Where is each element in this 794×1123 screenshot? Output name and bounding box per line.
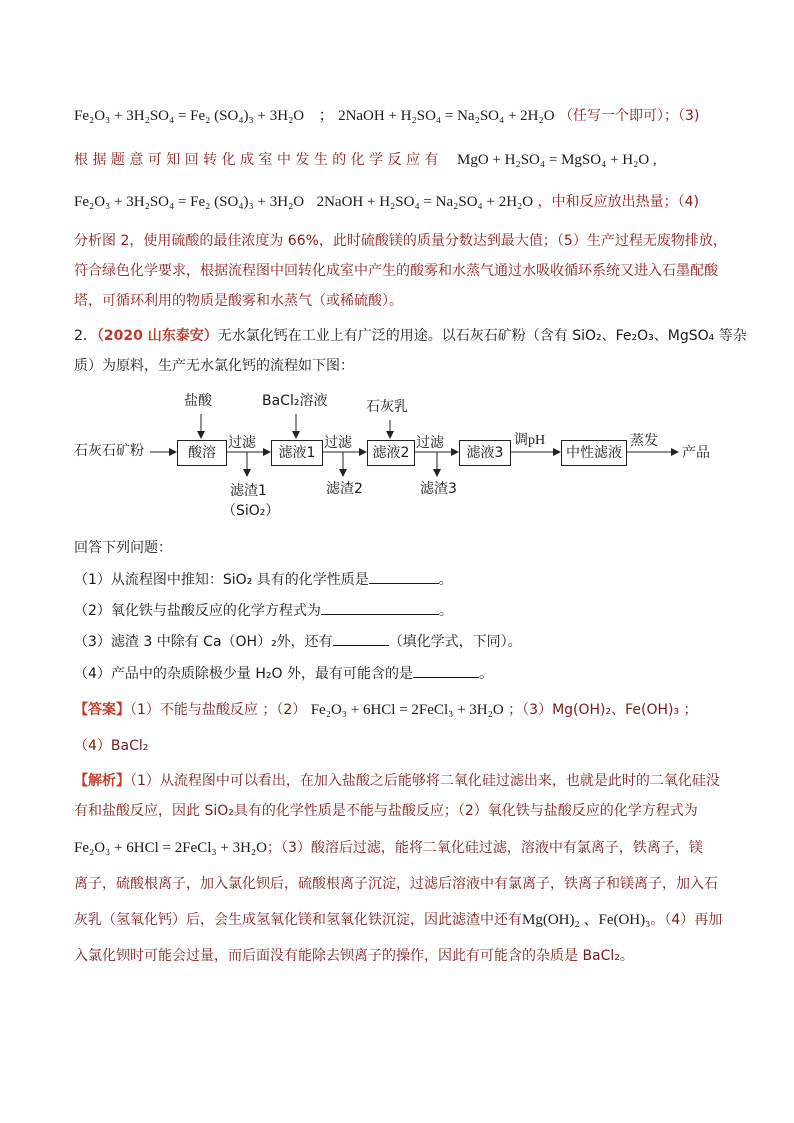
reagent-bacl2: BaCl₂溶液 [262, 393, 328, 409]
op-filter-1: 过滤 [228, 435, 256, 451]
answer-blank[interactable] [333, 631, 389, 646]
analysis-text: 灰乳（氢氧化钙）后，会生成氢氧化镁和氢氧化铁沉淀，因此滤渣中还有 [74, 912, 522, 928]
step-filtrate-3: 滤液3 [459, 440, 511, 466]
questions-intro: 回答下列问题： [74, 540, 172, 556]
question-number: 2． [74, 328, 97, 344]
answer-text: ；（3）Mg(OH)₂、Fe(OH)₃ ； [508, 702, 698, 718]
answer-equation: Fe₂O₃ + 6HCl = 2FeCl₃ + 3H₂O [310, 702, 504, 718]
punctuation: 。 [478, 666, 493, 682]
text: （任写一个即可）；（3) [559, 108, 700, 124]
sub-question-4 [74, 663, 493, 684]
op-adjust-ph: 调pH [514, 433, 546, 448]
op-filter-2: 过滤 [324, 435, 352, 451]
start-material: 石灰石矿粉 [74, 443, 144, 459]
residue-2: 滤渣2 [326, 481, 363, 497]
analysis-tag: 【解析】 [74, 773, 130, 789]
step-acid-dissolve: 酸溶 [177, 440, 227, 466]
stem-text: 无水氯化钙在工业上有广泛的用途。以石灰石矿粉（含有 SiO₂、Fe₂O₃、MgSO₄ 等杂 [217, 328, 747, 344]
top-line-3 [74, 192, 699, 212]
question-text: （2）氧化铁与盐酸反应的化学方程式为 [74, 603, 321, 619]
sub-question-1 [74, 569, 453, 590]
top-line-4: 分析图 2，使用硫酸的最佳浓度为 66%，此时硫酸镁的质量分数达到最大值；（5）生产过程无废物排放， [74, 233, 727, 249]
top-line-5: 符合绿色化学要求，根据流程图中回转化成室中产生的酸雾和水蒸气通过水吸收循环系统又进入石墨配酸 [74, 263, 718, 279]
sub-question-3 [74, 631, 522, 652]
text: ，中和反应放出热量；（4) [537, 194, 699, 210]
punctuation: 。 [438, 603, 453, 619]
process-flowchart [0, 388, 794, 528]
answer-line-2: （4）BaCl₂ [74, 738, 149, 754]
analysis-line-4: 离子，硫酸根离子，加入氯化钡后，硫酸根离子沉淀，过滤后溶液中有氯离子，铁离子和镁离子，加入石 [74, 876, 718, 892]
analysis-text: （1）从流程图中可以看出，在加入盐酸之后能够将二氧化硅过滤出来，也就是此时的二氧化硅没 [130, 773, 720, 789]
punctuation: 。 [438, 572, 453, 588]
equation: 2NaOH + H₂SO₄ = Na₂SO₄ + 2H₂O [338, 108, 555, 124]
op-evaporate: 蒸发 [630, 433, 658, 449]
analysis-line-6: 入氯化钡时可能会过量，而后面没有能除去钡离子的操作，因此有可能含的杂质是 BaCl₂。 [74, 948, 634, 964]
question-2-stem-line-1 [74, 326, 747, 346]
product-label: 产品 [682, 445, 710, 461]
analysis-line-1 [74, 771, 720, 791]
step-filtrate-1: 滤液1 [271, 440, 323, 466]
analysis-text: 。（4）再加 [650, 912, 723, 928]
answer-line-1 [74, 700, 698, 720]
question-text: （3）滤渣 3 中除有 Ca（OH）₂外，还有 [74, 634, 333, 650]
equation: Fe₂O₃ + 3H₂SO₄ = Fe₂ (SO₄)₃ + 3H₂O [74, 194, 305, 210]
sub-question-2 [74, 600, 453, 621]
answer-blank[interactable] [369, 569, 439, 584]
analysis-equation: Fe₂O₃ + 6HCl = 2FeCl₃ + 3H₂O [74, 840, 267, 856]
analysis-line-2: 有和盐酸反应，因此 SiO₂具有的化学性质是不能与盐酸反应；（2）氧化铁与盐酸反应的化学方程式为 [74, 803, 698, 819]
residue-3: 滤渣3 [420, 481, 457, 497]
question-text: （1）从流程图中推知：SiO₂ 具有的化学性质是 [74, 572, 369, 588]
residue-1: 滤渣1 [230, 483, 267, 499]
answer-blank[interactable] [321, 600, 439, 615]
question-source: （2020 山东泰安） [96, 328, 218, 344]
analysis-line-3 [74, 838, 703, 858]
residue-1-formula: （SiO₂） [222, 503, 280, 519]
analysis-text: ；（3）酸溶后过滤，能将二氧化硅过滤，溶液中有氯离子，铁离子，镁 [266, 840, 703, 856]
reagent-lime: 石灰乳 [366, 399, 408, 415]
step-filtrate-2: 滤液2 [367, 440, 415, 466]
question-text: （填化学式，下同）。 [388, 634, 522, 650]
question-2-stem-line-2: 质）为原料，生产无水氯化钙的流程如下图： [74, 358, 354, 374]
answer-tag: 【答案】 [74, 702, 130, 718]
reagent-hcl: 盐酸 [184, 393, 212, 409]
op-filter-3: 过滤 [416, 435, 444, 451]
top-line-1 [74, 106, 699, 126]
separator: ； [318, 108, 334, 124]
equation: MgO + H₂SO₄ = MgSO₄ + H₂O , [457, 152, 657, 168]
question-text: （4）产品中的杂质除极少量 H₂O 外，最有可能含的是 [74, 666, 413, 682]
text: 根 据 题 意 可 知 回 转 化 成 室 中 发 生 的 化 学 反 应 有 [74, 152, 439, 168]
analysis-line-5 [74, 910, 722, 930]
analysis-formula: Mg(OH)₂ 、Fe(OH)₃ [522, 912, 651, 928]
equation: 2NaOH + H₂SO₄ = Na₂SO₄ + 2H₂O [316, 194, 534, 210]
answer-text: （1）不能与盐酸反应 ；（2） [130, 702, 307, 718]
top-line-6: 塔，可循环利用的物质是酸雾和水蒸气（或稀硫酸）。 [74, 293, 403, 309]
step-neutral-filtrate: 中性滤液 [561, 440, 627, 466]
equation: Fe₂O₃ + 3H₂SO₄ = Fe₂ (SO₄)₃ + 3H₂O [74, 108, 305, 124]
answer-blank[interactable] [413, 663, 479, 678]
top-line-2 [74, 150, 657, 170]
